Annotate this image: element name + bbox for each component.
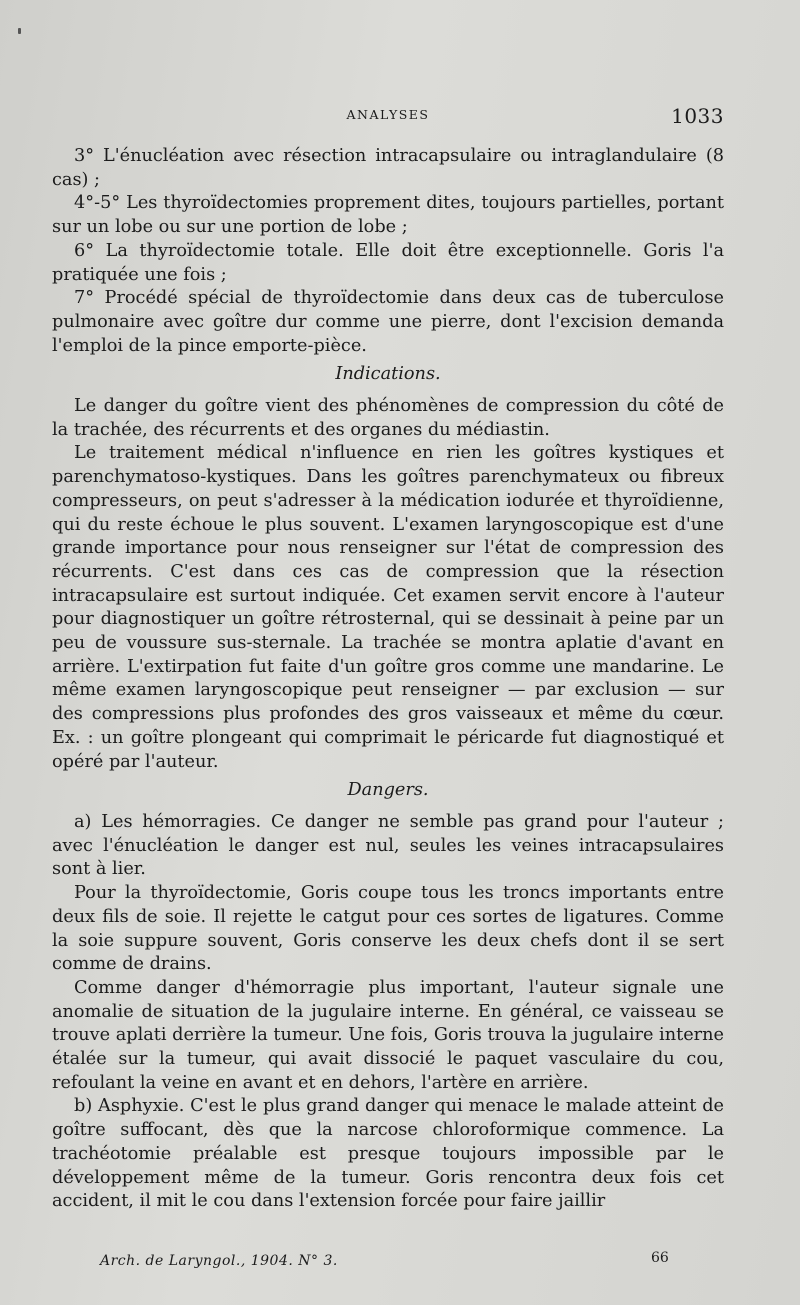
- footer-citation-text: Arch. de Laryngol., 1904. N° 3.: [100, 1253, 338, 1269]
- running-title: ANALYSES: [346, 107, 430, 122]
- paragraph-hemorragies: a) Les hémorragies. Ce danger ne semble pas grand pour l'auteur ; avec l'énucléation le danger est nul, seules les veines intracapsulaires sont à lier.: [52, 811, 724, 880]
- body-text: [52, 145, 724, 1214]
- paragraph-asphyxie: b) Asphyxie. C'est le plus grand danger qui menace le malade atteint de goître suffocant, dès que la narcose chloroformique commence. La trachéotomie préalable est presque toujours impossible par le développement même de la tumeur. Goris rencontra deux fois cet accident, il mit le cou dans l'extension forcée pour faire jaillir: [52, 1096, 724, 1212]
- paragraph-thyroidectomie-totale: 6° La thyroïdectomie totale. Elle doit être exceptionnelle. Goris l'a pratiquée une fois ;: [52, 240, 724, 285]
- paragraph-danger-goitre: Le danger du goître vient des phénomènes de compression du côté de la trachée, des récurrents et des organes du médiastin.: [52, 396, 724, 440]
- paragraph-procede-special: 7° Procédé spécial de thyroïdectomie dans deux cas de tuberculose pulmonaire avec goître dur comme une pierre, dont l'excision demanda l'emploi de la pince emporte-pièce.: [52, 288, 724, 356]
- page-header: [52, 104, 724, 130]
- paragraph-enucleation: 3° L'énucléation avec résection intracapsulaire ou intraglandulaire (8 cas) ;: [52, 146, 724, 190]
- paragraph-jugulaire-interne: Comme danger d'hémorragie plus important, l'auteur signale une anomalie de situation de la jugulaire interne. En général, ce vaisseau se trouve aplati derrière la tumeur. Une fois, Goris trouva la jugulaire interne étalée sur la tumeur, qui avait dissocié le paquet vasculaire du cou, refoulant la veine en avant et en dehors, l'artère en arrière.: [52, 977, 724, 1093]
- scan-speck: [18, 28, 21, 34]
- paragraph-thyroidectomie-ligatures: Pour la thyroïdectomie, Goris coupe tous les troncs importants entre deux fils de soie. Il rejette le catgut pour ces sortes de ligatures. Comme la soie suppure souvent, Goris conserve les deux chefs dont il se sert comme de drains.: [52, 883, 724, 975]
- heading-dangers: Dangers.: [347, 780, 429, 801]
- paragraph-traitement-medical: Le traitement médical n'influence en rien les goîtres kystiques et parenchymatoso-kystiques. Dans les goîtres parenchymateux ou fibreux compresseurs, on peut s'adresser à la médication iodurée et thyroïdienne, qui du reste échoue le plus souvent. L'examen laryngoscopique est d'une grande importance pour nous renseigner sur l'état de compression des récurrents. C'est dans ces cas de compression que la résection intracapsulaire est surtout indiquée. Cet examen servit encore à l'auteur pour diagnostiquer un goître rétrosternal, qui se dessinait à peine par un peu de voussure sus-sternale. La trachée se montra aplatie d'avant en arrière. L'extirpation fut faite d'un goître gros comme une mandarine. Le même examen laryngoscopique peut renseigner — par exclusion — sur des compressions plus profondes des gros vaisseaux et même du cœur. Ex. : un goître plongeant qui comprimait le péricarde fut diagnostiqué et opéré par l'auteur.: [52, 443, 724, 772]
- signature-mark: 66: [651, 1250, 669, 1266]
- page-number: 1033: [671, 104, 724, 128]
- footer-citation: [100, 1253, 338, 1269]
- heading-indications: Indications.: [335, 364, 441, 385]
- paragraph-thyroidectomies-partielles: 4°-5° Les thyroïdectomies proprement dites, toujours partielles, portant sur un lobe ou sur une portion de lobe ;: [52, 193, 724, 238]
